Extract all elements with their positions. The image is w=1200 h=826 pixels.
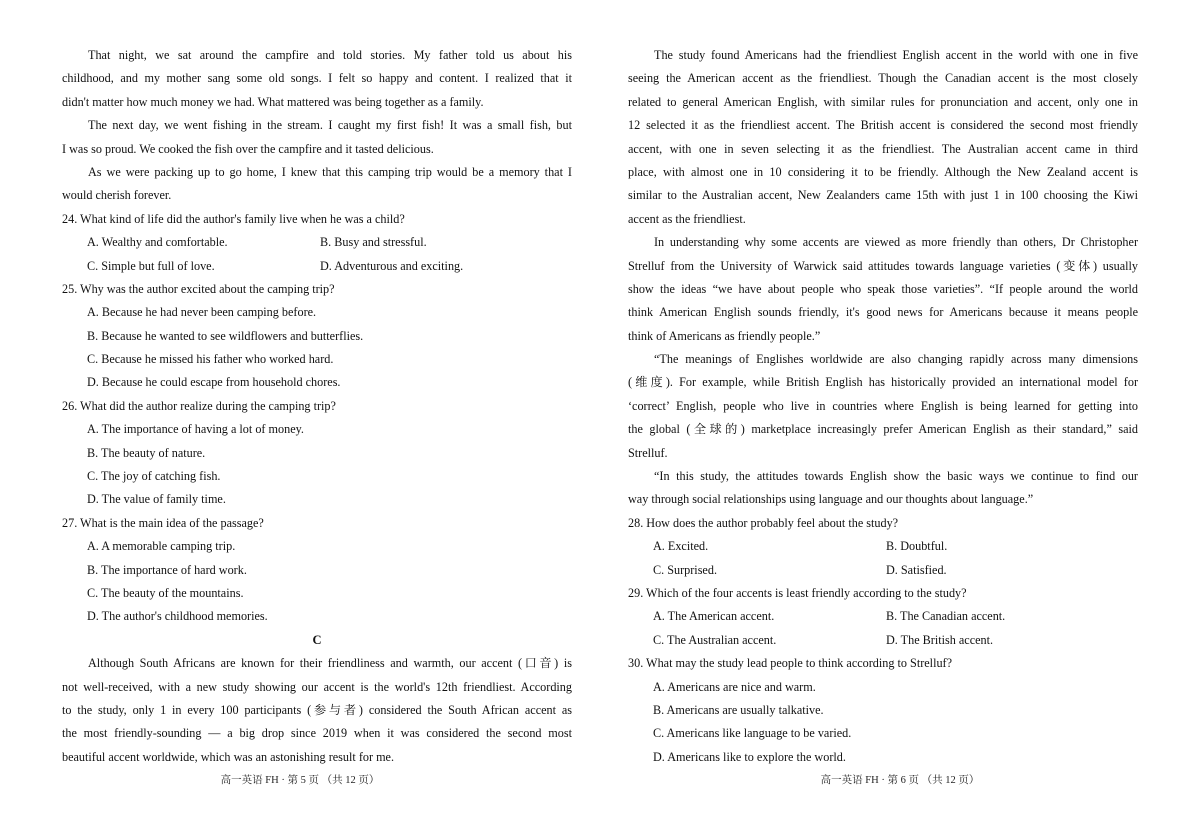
- answer-option: C. The beauty of the mountains.: [87, 585, 244, 600]
- answer-options-row: [62, 348, 572, 371]
- answer-options-row: [62, 418, 572, 441]
- answer-options-row: [628, 722, 1138, 745]
- answer-options-row: [62, 465, 572, 488]
- answer-option: D. The British accent.: [886, 632, 994, 647]
- question-stem: 27. What is the main idea of the passage?: [62, 515, 264, 530]
- answer-option: C. Simple but full of love.: [87, 258, 215, 273]
- passage-line: (维度). For example, while British English has historically provided an international model for: [628, 375, 1138, 390]
- passage-line: “The meanings of Englishes worldwide are also changing rapidly across many dimensions: [654, 352, 1138, 367]
- answer-option: A. The American accent.: [653, 609, 775, 624]
- question-stem: 25. Why was the author excited about the camping trip?: [62, 281, 335, 296]
- page-footer-left: 高一英语 FH · 第 5 页 （共 12 页）: [220, 775, 380, 786]
- answer-option: B. The Canadian accent.: [886, 609, 1006, 624]
- story-line: The next day, we went fishing in the stream. I caught my first fish! It was a small fish, but: [88, 118, 572, 133]
- answer-options-row: [62, 371, 572, 394]
- question-stem: 30. What may the study lead people to think according to Strelluf?: [628, 656, 953, 671]
- answer-option: C. Americans like language to be varied.: [653, 726, 852, 741]
- passage-line: related to general American English, with similar rules for pronunciation and accent, only one in: [628, 94, 1138, 109]
- answer-options-row: [628, 559, 1138, 582]
- passage-line: the global (全球的) marketplace increasingly prefer American English as their standard,” said: [628, 422, 1138, 437]
- passage-line: Although South Africans are known for their friendliness and warmth, our accent (口音) is: [88, 656, 572, 671]
- answer-option: A. The importance of having a lot of money.: [87, 422, 304, 437]
- answer-option: A. Wealthy and comfortable.: [87, 235, 228, 250]
- passage-line: accent as the friendliest.: [628, 211, 746, 226]
- answer-option: B. Doubtful.: [886, 539, 948, 554]
- answer-options-row: [62, 535, 572, 558]
- story-line: As we were packing up to go home, I knew that this camping trip would be a memory that I: [88, 164, 572, 179]
- passage-line: think American English sounds friendly, it's good news for Americans because it means people: [628, 305, 1138, 320]
- answer-option: B. Americans are usually talkative.: [653, 702, 824, 717]
- answer-option: C. The joy of catching fish.: [87, 469, 221, 484]
- passage-line: not well-received, with a new study showing our accent is the world's 12th friendliest. According: [62, 679, 572, 694]
- answer-option: C. Surprised.: [653, 562, 717, 577]
- passage-line: think of Americans as friendly people.”: [628, 328, 821, 343]
- answer-options-row: [62, 442, 572, 465]
- answer-option: D. Americans like to explore the world.: [653, 749, 846, 764]
- answer-options-row: [62, 325, 572, 348]
- answer-option: D. Satisfied.: [886, 562, 947, 577]
- passage-line: In understanding why some accents are viewed as more friendly than others, Dr Christopher: [654, 235, 1138, 250]
- answer-option: B. Busy and stressful.: [320, 235, 427, 250]
- question-stem: 28. How does the author probably feel about the study?: [628, 515, 899, 530]
- passage-line: ‘correct’ English, people who live in countries where English is being learned for getting into: [628, 398, 1138, 413]
- left-column: [62, 44, 572, 769]
- story-line: would cherish forever.: [62, 188, 172, 203]
- answer-options-row: [62, 559, 572, 582]
- answer-options-row: [62, 231, 572, 254]
- passage-line: seeing the American accent as the friendliest. Though the Canadian accent is the most closely: [628, 71, 1138, 86]
- story-line: I was so proud. We cooked the fish over the campfire and it tasted delicious.: [62, 141, 434, 156]
- right-column: [628, 44, 1138, 769]
- answer-option: D. Adventurous and exciting.: [320, 258, 464, 273]
- answer-options-row: [628, 605, 1138, 628]
- question-stem: 26. What did the author realize during the camping trip?: [62, 398, 336, 413]
- answer-option: B. The beauty of nature.: [87, 445, 206, 460]
- answer-option: A. A memorable camping trip.: [87, 539, 236, 554]
- answer-option: A. Because he had never been camping before.: [87, 305, 317, 320]
- answer-options-row: [628, 629, 1138, 652]
- story-line: didn't matter how much money we had. What mattered was being together as a family.: [62, 94, 484, 109]
- passage-line: Strelluf from the University of Warwick said attitudes towards language varieties (变体) usually: [628, 258, 1138, 273]
- answer-option: B. Because he wanted to see wildflowers and butterflies.: [87, 328, 364, 343]
- answer-options-row: [62, 301, 572, 324]
- answer-option: C. The Australian accent.: [653, 632, 777, 647]
- passage-line: the most friendly-sounding — a big drop since 2019 when it was considered the second most: [62, 726, 572, 741]
- answer-options-row: [62, 255, 572, 278]
- passage-line: way through social relationships using language and our thoughts about language.”: [628, 492, 1034, 507]
- answer-option: A. Americans are nice and warm.: [653, 679, 816, 694]
- passage-line: Strelluf.: [628, 445, 668, 460]
- answer-option: D. The author's childhood memories.: [87, 609, 268, 624]
- answer-option: C. Because he missed his father who worked hard.: [87, 352, 334, 367]
- passage-line: 12 selected it as the friendliest accent. The British accent is considered the second most friendly: [628, 118, 1138, 133]
- section-heading: C: [312, 632, 322, 647]
- exam-page-right: [600, 0, 1200, 826]
- page-footer-right: 高一英语 FH · 第 6 页 （共 12 页）: [820, 775, 980, 786]
- passage-line: accent, with one in seven selecting it as the friendliest. The Australian accent came in third: [628, 141, 1138, 156]
- answer-options-row: [62, 582, 572, 605]
- answer-options-row: [62, 605, 572, 628]
- answer-options-row: [628, 535, 1138, 558]
- passage-line: “In this study, the attitudes towards English show the basic ways we continue to find our: [654, 469, 1138, 484]
- passage-line: show the ideas “we have about people who speak those varieties”. “If people around the world: [628, 281, 1138, 296]
- answer-options-row: [628, 676, 1138, 699]
- story-line: That night, we sat around the campfire and told stories. My father told us about his: [88, 48, 572, 62]
- passage-line: similar to the Australian accent, New Zealanders came 15th with just 1 in 100 choosing the Kiwi: [628, 188, 1138, 203]
- question-stem: 29. Which of the four accents is least friendly according to the study?: [628, 585, 967, 600]
- answer-option: D. The value of family time.: [87, 492, 226, 507]
- passage-line: The study found Americans had the friendliest English accent in the world with one in five: [654, 48, 1138, 62]
- answer-option: D. Because he could escape from household chores.: [87, 375, 341, 390]
- answer-option: B. The importance of hard work.: [87, 562, 247, 577]
- passage-line: beautiful accent worldwide, which was an astonishing result for me.: [62, 749, 395, 764]
- answer-options-row: [628, 699, 1138, 722]
- answer-option: A. Excited.: [653, 539, 709, 554]
- question-stem: 24. What kind of life did the author's family live when he was a child?: [62, 211, 405, 226]
- story-line: childhood, and my mother sang some old songs. I felt so happy and content. I realized that it: [62, 71, 572, 86]
- answer-options-row: [628, 746, 1138, 769]
- passage-line: to the study, only 1 in every 100 participants (参与者) considered the South African accent as: [62, 702, 572, 717]
- passage-line: place, with almost one in 10 considering it to be friendly. Although the New Zealand accent is: [628, 164, 1138, 179]
- answer-options-row: [62, 488, 572, 511]
